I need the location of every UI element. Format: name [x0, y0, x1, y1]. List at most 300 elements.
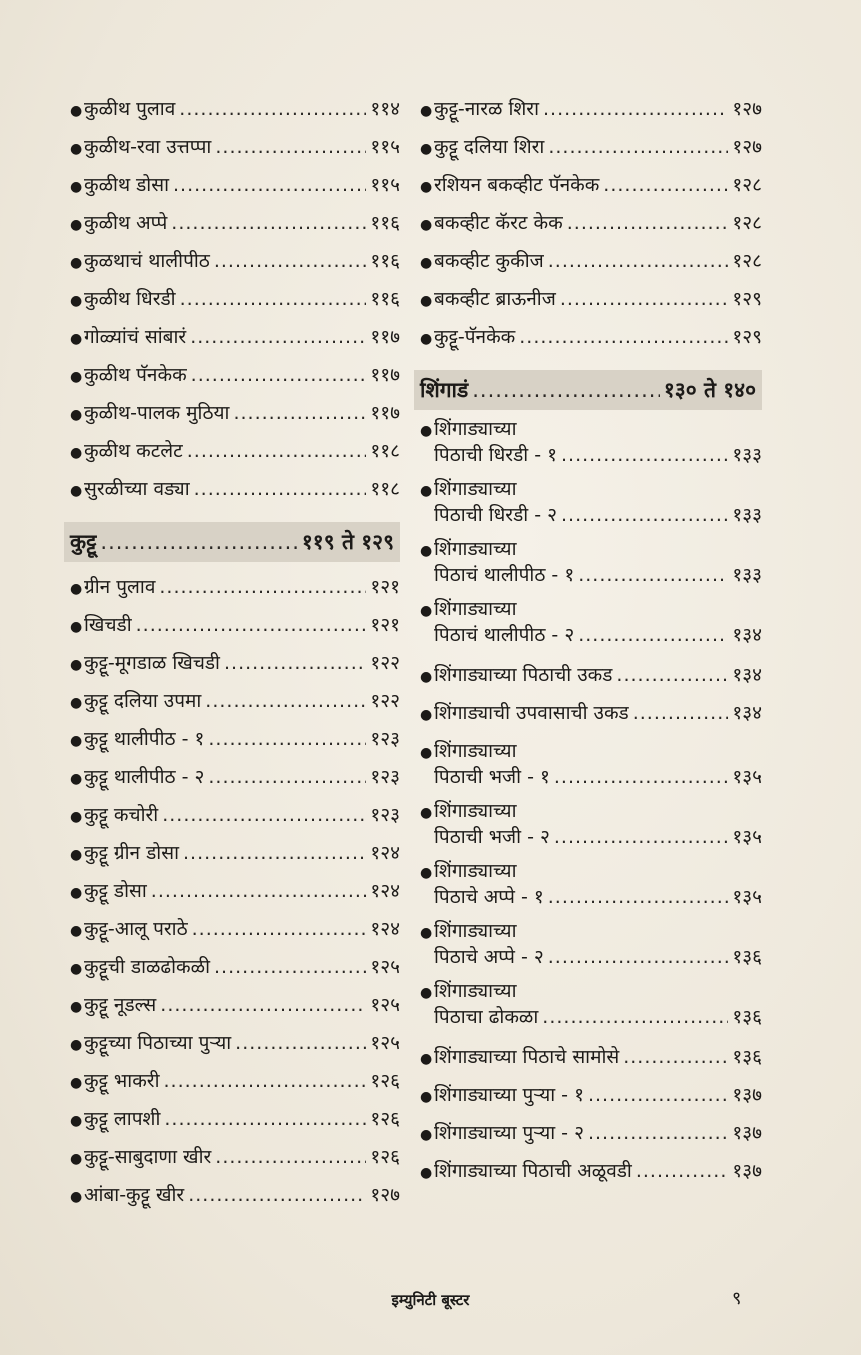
toc-entry-page: १२८ — [732, 174, 762, 196]
toc-entry — [420, 738, 762, 790]
toc-column-right — [420, 90, 762, 1190]
toc-entry-page: १२४ — [370, 880, 400, 902]
toc-entry-page: १२२ — [370, 652, 400, 674]
leader-dots — [633, 694, 729, 732]
toc-entry — [70, 872, 400, 910]
toc-entry-page: ११७ — [370, 326, 400, 348]
toc-entry-text — [84, 682, 400, 720]
toc-entry-label: कुट्टू दलिया शिरा — [434, 136, 545, 158]
toc-entry-label-line2: पिठाची भजी - १ — [434, 766, 550, 788]
bullet-dot-icon: ● — [70, 293, 83, 309]
toc-entry — [420, 656, 762, 694]
toc-entry-page: १२७ — [732, 98, 762, 120]
toc-entry-text — [84, 166, 400, 204]
toc-entry-label-line2: पिठाचा ढोकळा — [434, 1006, 539, 1028]
leader-dots — [603, 166, 728, 204]
toc-entry-page: १२२ — [370, 690, 400, 712]
toc-entry-text — [84, 986, 400, 1024]
leader-dots — [560, 280, 729, 318]
toc-entry-label: कुट्टू नूडल्स — [84, 994, 157, 1016]
leader-dots — [472, 370, 660, 410]
toc-entry — [420, 166, 762, 204]
bullet-dot-icon: ● — [70, 999, 83, 1015]
leader-dots — [588, 1114, 728, 1152]
toc-entry-page: १३७ — [732, 1084, 762, 1106]
bullet-dot-icon: ● — [70, 923, 83, 939]
leader-dots — [136, 606, 367, 644]
toc-entry-text — [84, 1100, 400, 1138]
toc-entry-page: १३३ — [732, 504, 762, 526]
toc-entry-text — [434, 318, 762, 356]
toc-entry-page: १२६ — [370, 1070, 400, 1092]
bullet-dot-icon: ● — [70, 847, 83, 863]
leader-dots — [567, 204, 729, 242]
toc-entry — [420, 128, 762, 166]
toc-entry — [70, 204, 400, 242]
leader-dots — [188, 1176, 366, 1214]
toc-entry-label: ग्रीन पुलाव — [84, 576, 156, 598]
toc-entry-label: कुट्टू लापशी — [84, 1108, 161, 1130]
toc-entry — [70, 1062, 400, 1100]
leader-dots — [616, 656, 728, 694]
leader-dots — [160, 986, 366, 1024]
section-page-range: ११९ ते १२९ — [301, 530, 394, 554]
toc-entry-text — [84, 1062, 400, 1100]
toc-entry-label: बकव्हीट कुकीज — [434, 250, 544, 272]
toc-entry-label: कुट्टू-आलू पराठे — [84, 918, 188, 940]
toc-entry-text — [434, 918, 762, 970]
toc-entry-text — [84, 432, 400, 470]
bullet-dot-icon: ● — [70, 619, 83, 635]
toc-entry-last-line — [434, 562, 762, 588]
toc-entry — [70, 242, 400, 280]
toc-entry-label: कुट्टू दलिया उपमा — [84, 690, 202, 712]
bullet-dot-icon: ● — [70, 657, 83, 673]
toc-entry-text — [434, 166, 762, 204]
leader-dots — [190, 318, 366, 356]
toc-entry-label-line2: पिठाचं थालीपीठ - १ — [434, 564, 575, 586]
leader-dots — [215, 1138, 366, 1176]
toc-entry-text — [434, 798, 762, 850]
bullet-dot-icon: ● — [420, 865, 433, 881]
toc-entry-label: कुट्टू भाकरी — [84, 1070, 160, 1092]
toc-entry-page: ११६ — [370, 250, 400, 272]
leader-dots — [542, 1004, 728, 1030]
toc-entry-label: कुळीथ पुलाव — [84, 98, 176, 120]
toc-entry-label-line2: पिठाची धिरडी - १ — [434, 444, 557, 466]
toc-entry-page: १२३ — [370, 804, 400, 826]
toc-entry-page: १३६ — [732, 1046, 762, 1068]
toc-entry — [420, 918, 762, 970]
toc-entry-label: शिंगाड्याच्या पुऱ्या - २ — [434, 1122, 584, 1144]
bullet-dot-icon: ● — [70, 733, 83, 749]
toc-entry-label: रशियन बकव्हीट पॅनकेक — [434, 174, 600, 196]
toc-entry-label-line1: शिंगाड्याच्या — [434, 418, 517, 440]
leader-dots — [543, 90, 728, 128]
toc-entry-page: ११७ — [370, 402, 400, 424]
toc-entry-label: कुळीथ-पालक मुठिया — [84, 402, 230, 424]
toc-entry-last-line — [434, 502, 762, 528]
toc-entry-text — [84, 356, 400, 394]
toc-entry-text — [84, 872, 400, 910]
toc-entry — [70, 1176, 400, 1214]
toc-entry-page: ११६ — [370, 212, 400, 234]
toc-entry-text — [434, 596, 762, 648]
bullet-dot-icon: ● — [420, 293, 433, 309]
toc-entry-label: कुट्टू-साबुदाणा खीर — [84, 1146, 212, 1168]
toc-entry-label: कुळीथ डोसा — [84, 174, 169, 196]
toc-entry-page: ११६ — [370, 288, 400, 310]
leader-dots — [205, 682, 366, 720]
section-page-range: १३० ते १४० — [663, 378, 756, 402]
leader-dots — [519, 318, 728, 356]
toc-entry-text — [84, 948, 400, 986]
toc-entry — [70, 470, 400, 508]
bullet-dot-icon: ● — [70, 1189, 83, 1205]
toc-entry-text — [434, 416, 762, 468]
toc-entry-text — [84, 470, 400, 508]
toc-entry-label-line1: शिंगाड्याच्या — [434, 920, 517, 942]
toc-list — [420, 90, 762, 356]
toc-entry-label-line1: शिंगाड्याच्या — [434, 860, 517, 882]
toc-entry — [70, 318, 400, 356]
bullet-dot-icon: ● — [70, 407, 83, 423]
bullet-dot-icon: ● — [70, 445, 83, 461]
toc-entry-page: १३५ — [732, 886, 762, 908]
leader-dots — [214, 242, 367, 280]
bullet-dot-icon: ● — [70, 103, 83, 119]
toc-entry — [420, 1038, 762, 1076]
toc-entry-page: १३४ — [732, 624, 762, 646]
toc-entry-label: कुट्टू-मूगडाळ खिचडी — [84, 652, 220, 674]
toc-entry — [420, 978, 762, 1030]
toc-entry-text — [434, 1114, 762, 1152]
toc-entry-label: कुट्टू थालीपीठ - २ — [84, 766, 205, 788]
bullet-dot-icon: ● — [70, 179, 83, 195]
leader-dots — [173, 166, 366, 204]
toc-entry-text — [434, 858, 762, 910]
bullet-dot-icon: ● — [70, 1151, 83, 1167]
toc-entry-page: १२९ — [732, 326, 762, 348]
bullet-dot-icon: ● — [420, 1127, 433, 1143]
bullet-dot-icon: ● — [420, 707, 433, 723]
section-title: कुट्टू — [70, 530, 97, 554]
toc-entry-page: १३७ — [732, 1160, 762, 1182]
bullet-dot-icon: ● — [420, 805, 433, 821]
toc-entry-label-line2: पिठाचे अप्पे - १ — [434, 886, 544, 908]
toc-entry — [70, 432, 400, 470]
toc-entry-text — [84, 1138, 400, 1176]
bullet-dot-icon: ● — [420, 1089, 433, 1105]
toc-entry-text — [84, 910, 400, 948]
leader-dots — [224, 644, 366, 682]
toc-list — [70, 568, 400, 1214]
toc-entry — [70, 394, 400, 432]
leader-dots — [183, 834, 366, 872]
toc-entry-page: १३६ — [732, 1006, 762, 1028]
bullet-dot-icon: ● — [70, 1075, 83, 1091]
toc-entry-last-line — [434, 824, 762, 850]
leader-dots — [215, 128, 366, 166]
toc-entry-text — [434, 476, 762, 528]
bullet-dot-icon: ● — [70, 1037, 83, 1053]
bullet-dot-icon: ● — [420, 669, 433, 685]
toc-entry-page: १२३ — [370, 728, 400, 750]
toc-entry-text — [84, 394, 400, 432]
bullet-dot-icon: ● — [420, 603, 433, 619]
toc-entry-page: १२५ — [370, 956, 400, 978]
toc-entry-text — [84, 204, 400, 242]
toc-entry-text — [84, 568, 400, 606]
toc-entry-text — [84, 242, 400, 280]
toc-entry — [420, 1076, 762, 1114]
toc-entry-text — [84, 834, 400, 872]
leader-dots — [162, 796, 366, 834]
toc-entry-page: १३३ — [732, 564, 762, 586]
bullet-dot-icon: ● — [70, 885, 83, 901]
toc-entry — [420, 1152, 762, 1190]
toc-entry-text — [434, 1038, 762, 1076]
toc-entry-text — [434, 738, 762, 790]
toc-entry — [420, 536, 762, 588]
toc-entry — [420, 204, 762, 242]
toc-entry-text — [84, 280, 400, 318]
toc-entry-last-line — [434, 884, 762, 910]
toc-entry — [420, 694, 762, 732]
leader-dots — [554, 764, 728, 790]
toc-entry-page: १३७ — [732, 1122, 762, 1144]
bullet-dot-icon: ● — [420, 255, 433, 271]
toc-entry-label: कुट्टू-पॅनकेक — [434, 326, 516, 348]
toc-entry-label-line2: पिठाची भजी - २ — [434, 826, 550, 848]
leader-dots — [164, 1062, 367, 1100]
toc-entry — [420, 1114, 762, 1152]
toc-entry — [70, 568, 400, 606]
toc-entry — [70, 1138, 400, 1176]
toc-entry-label-line1: शिंगाड्याच्या — [434, 980, 517, 1002]
toc-entry-text — [434, 536, 762, 588]
toc-entry-text — [434, 242, 762, 280]
toc-entry — [420, 280, 762, 318]
toc-entry — [70, 834, 400, 872]
toc-entry-label: कुळीथ कटलेट — [84, 440, 183, 462]
toc-entry-page: १३३ — [732, 444, 762, 466]
bullet-dot-icon: ● — [70, 483, 83, 499]
toc-entry — [70, 758, 400, 796]
bullet-dot-icon: ● — [70, 809, 83, 825]
bullet-dot-icon: ● — [420, 103, 433, 119]
toc-entry-page: १२८ — [732, 250, 762, 272]
bullet-dot-icon: ● — [420, 925, 433, 941]
leader-dots — [187, 432, 367, 470]
bullet-dot-icon: ● — [420, 179, 433, 195]
bullet-dot-icon: ● — [420, 1051, 433, 1067]
toc-entry-text — [84, 644, 400, 682]
leader-dots — [548, 128, 728, 166]
bullet-dot-icon: ● — [70, 695, 83, 711]
leader-dots — [548, 884, 729, 910]
leader-dots — [180, 280, 367, 318]
leader-dots — [636, 1152, 729, 1190]
toc-entry-last-line — [434, 944, 762, 970]
leader-dots — [179, 90, 366, 128]
leader-dots — [151, 872, 367, 910]
leader-dots — [623, 1038, 728, 1076]
toc-entry-page: १३४ — [732, 702, 762, 724]
leader-dots — [164, 1100, 366, 1138]
leader-dots — [214, 948, 366, 986]
leader-dots — [561, 502, 728, 528]
toc-entry-text — [434, 1076, 762, 1114]
section-title: शिंगाडं — [420, 378, 469, 402]
bullet-dot-icon: ● — [70, 331, 83, 347]
toc-entry-label: कुट्टू थालीपीठ - १ — [84, 728, 205, 750]
toc-entry-page: १२८ — [732, 212, 762, 234]
toc-entry — [70, 356, 400, 394]
toc-entry — [70, 606, 400, 644]
toc-entry — [70, 1100, 400, 1138]
toc-entry-page: १२५ — [370, 994, 400, 1016]
toc-entry-page: १२७ — [732, 136, 762, 158]
toc-entry-page: ११४ — [370, 98, 400, 120]
toc-entry-page: १३४ — [732, 664, 762, 686]
toc-entry-text — [434, 1152, 762, 1190]
bullet-dot-icon: ● — [420, 331, 433, 347]
toc-entry-page: १२१ — [370, 614, 400, 636]
leader-dots — [191, 356, 367, 394]
toc-entry-page: १२४ — [370, 842, 400, 864]
toc-entry — [420, 416, 762, 468]
footer-book-title: इम्युनिटी बूस्टर — [391, 1291, 470, 1309]
section-heading — [414, 370, 762, 410]
toc-entry-label: शिंगाड्याच्या पिठाची अळूवडी — [434, 1160, 632, 1182]
leader-dots — [548, 242, 729, 280]
toc-entry — [420, 318, 762, 356]
bullet-dot-icon: ● — [420, 423, 433, 439]
toc-entry-page: १२६ — [370, 1146, 400, 1168]
leader-dots — [588, 1076, 728, 1114]
toc-entry-label-line1: शिंगाड्याच्या — [434, 478, 517, 500]
toc-entry-text — [84, 1024, 400, 1062]
toc-entry-page: १२४ — [370, 918, 400, 940]
toc-entry — [70, 1024, 400, 1062]
toc-list — [420, 416, 762, 1190]
toc-entry-last-line — [434, 442, 762, 468]
section-heading — [64, 522, 400, 562]
toc-entry-text — [434, 280, 762, 318]
toc-entry-text — [84, 1176, 400, 1214]
toc-entry-label-line2: पिठाची धिरडी - २ — [434, 504, 557, 526]
toc-entry-text — [84, 796, 400, 834]
toc-entry-last-line — [434, 764, 762, 790]
toc-entry-label: कुळीथ अप्पे — [84, 212, 168, 234]
leader-dots — [171, 204, 366, 242]
toc-entry-last-line — [434, 622, 762, 648]
toc-entry-label: कुट्टूची डाळढोकळी — [84, 956, 211, 978]
toc-entry-label: कुट्टू ग्रीन डोसा — [84, 842, 179, 864]
bullet-dot-icon: ● — [420, 141, 433, 157]
bullet-dot-icon: ● — [70, 961, 83, 977]
toc-entry-page: १२७ — [370, 1184, 400, 1206]
toc-entry — [70, 720, 400, 758]
toc-entry-label: कुट्टूच्या पिठाच्या पुऱ्या — [84, 1032, 232, 1054]
toc-entry-label: गोळ्यांचं सांबारं — [84, 326, 187, 348]
toc-entry-text — [84, 758, 400, 796]
toc-entry — [420, 858, 762, 910]
toc-entry-label-line1: शिंगाड्याच्या — [434, 740, 517, 762]
toc-entry-text — [84, 720, 400, 758]
toc-entry — [70, 986, 400, 1024]
toc-entry-page: ११८ — [370, 440, 400, 462]
toc-entry-label: शिंगाड्याच्या पिठाचे सामोसे — [434, 1046, 620, 1068]
toc-entry-page: १३५ — [732, 766, 762, 788]
toc-entry-last-line — [434, 1004, 762, 1030]
toc-entry-label: खिचडी — [84, 614, 132, 636]
toc-entry-label: कुळीथ धिरडी — [84, 288, 176, 310]
toc-entry-label: कुट्टू-नारळ शिरा — [434, 98, 539, 120]
toc-entry-page: १३५ — [732, 826, 762, 848]
toc-entry — [70, 280, 400, 318]
toc-entry-label: सुरळीच्या वड्या — [84, 478, 190, 500]
leader-dots — [159, 568, 366, 606]
leader-dots — [578, 622, 728, 648]
toc-entry-page: १३६ — [732, 946, 762, 968]
toc-entry-page: १२९ — [732, 288, 762, 310]
toc-entry-text — [84, 606, 400, 644]
toc-entry-label-line1: शिंगाड्याच्या — [434, 800, 517, 822]
toc-entry-page: ११८ — [370, 478, 400, 500]
bullet-dot-icon: ● — [70, 1113, 83, 1129]
toc-entry-label: आंबा-कुट्टू खीर — [84, 1184, 185, 1206]
toc-entry-label-line1: शिंगाड्याच्या — [434, 538, 517, 560]
toc-entry — [70, 644, 400, 682]
toc-entry-label: कुळथाचं थालीपीठ — [84, 250, 210, 272]
bullet-dot-icon: ● — [420, 543, 433, 559]
toc-entry-label-line1: शिंगाड्याच्या — [434, 598, 517, 620]
toc-entry-text — [434, 128, 762, 166]
toc-entry — [420, 242, 762, 280]
leader-dots — [192, 910, 367, 948]
toc-entry-page: १२६ — [370, 1108, 400, 1130]
toc-entry-page: १२३ — [370, 766, 400, 788]
bullet-dot-icon: ● — [420, 483, 433, 499]
leader-dots — [233, 394, 366, 432]
leader-dots — [578, 562, 728, 588]
toc-entry — [70, 948, 400, 986]
leader-dots — [194, 470, 367, 508]
bullet-dot-icon: ● — [70, 581, 83, 597]
toc-entry-label: बकव्हीट कॅरट केक — [434, 212, 563, 234]
bullet-dot-icon: ● — [70, 771, 83, 787]
leader-dots — [208, 720, 366, 758]
footer-page-number: ९ — [732, 1288, 742, 1309]
toc-entry-text — [84, 90, 400, 128]
toc-entry-label-line2: पिठाचं थालीपीठ - २ — [434, 624, 575, 646]
bullet-dot-icon: ● — [420, 217, 433, 233]
toc-entry-text — [434, 978, 762, 1030]
toc-entry — [420, 798, 762, 850]
toc-entry-text — [434, 656, 762, 694]
leader-dots — [548, 944, 729, 970]
leader-dots — [554, 824, 728, 850]
toc-entry — [420, 596, 762, 648]
toc-entry-label-line2: पिठाचे अप्पे - २ — [434, 946, 544, 968]
leader-dots — [235, 1024, 366, 1062]
toc-entry — [70, 128, 400, 166]
toc-entry-label: कुट्टू डोसा — [84, 880, 147, 902]
toc-list — [70, 90, 400, 508]
toc-entry-label: शिंगाड्याच्या पिठाची उकड — [434, 664, 613, 686]
